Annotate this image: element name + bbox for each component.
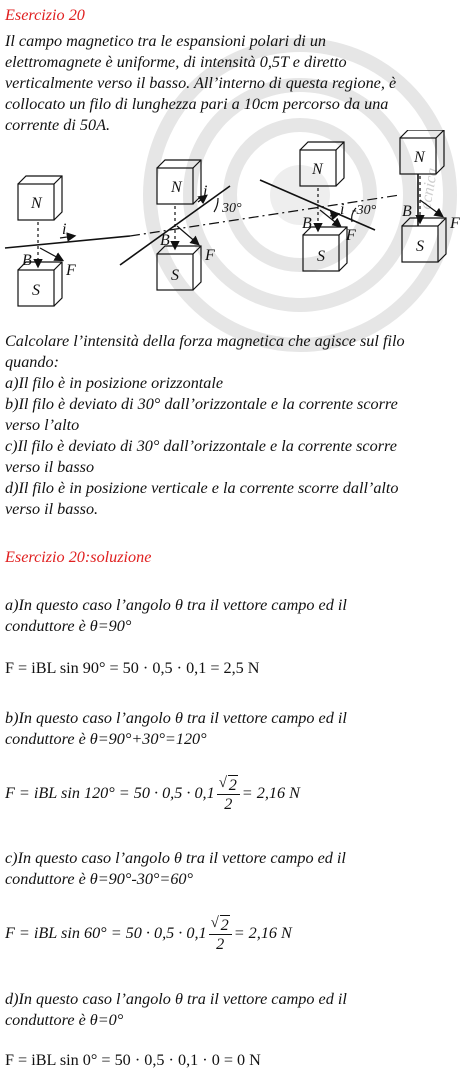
- label-angle-b: 30°: [222, 201, 242, 216]
- formula-b: [5, 776, 467, 826]
- solution-b-text: conduttore è θ=90°+30°=120°: [5, 730, 207, 748]
- label-angle-c: -30°: [352, 203, 377, 218]
- problem-line: corrente di 50A.: [5, 116, 111, 134]
- formula-d: F = iBL sin 0° = 50 · 0,5 · 0,1 · 0 = 0 N: [5, 1051, 261, 1069]
- label-north-c: N: [312, 161, 323, 178]
- problem-line: Il campo magnetico tra le espansioni polari di un: [5, 32, 327, 50]
- formula-a: F = iBL sin 90° = 50 · 0,5 · 0,1 = 2,5 N: [5, 659, 260, 677]
- question-line: c)Il filo è deviato di 30° dall’orizzontale e la corrente scorre: [5, 437, 397, 455]
- question-line: verso l’alto: [5, 416, 80, 434]
- watermark-text: ecnica: [417, 166, 442, 211]
- label-south-c: S: [317, 248, 325, 265]
- solution-a: [5, 595, 467, 637]
- label-force-c: F: [346, 227, 356, 244]
- formula-c-right: = 2,16 N: [233, 924, 292, 943]
- question-line: verso il basso.: [5, 500, 99, 518]
- label-north-a: N: [31, 195, 42, 212]
- solution-title: Esercizio 20:soluzione: [5, 548, 152, 566]
- problem-line: elettromagnete è uniforme, di intensità 0,5T e diretto: [5, 53, 347, 71]
- fraction-numerator: 2: [220, 916, 229, 934]
- label-field-d: B: [402, 203, 412, 220]
- formula-b-right: = 2,16 N: [241, 784, 300, 803]
- solution-c-text: c)In questo caso l’angolo θ tra il vettore campo ed il: [5, 849, 346, 867]
- problem-text: [5, 31, 467, 136]
- problem-line: verticalmente verso il basso. All’interno di questa regione, è: [5, 74, 397, 92]
- label-field-b: B: [160, 232, 170, 249]
- question-line: d)Il filo è in posizione verticale e la corrente scorre dall’alto: [5, 479, 399, 497]
- label-north-b: N: [171, 179, 182, 196]
- question-line: Calcolare l’intensità della forza magnetica che agisce sul filo: [5, 332, 405, 350]
- label-force-d: F: [450, 215, 460, 232]
- label-north-d: N: [414, 149, 425, 166]
- question-text: [5, 331, 467, 520]
- question-line: a)Il filo è in posizione orizzontale: [5, 374, 224, 392]
- solution-a-text: a)In questo caso l’angolo θ tra il vettore campo ed il: [5, 596, 347, 614]
- solution-b: [5, 708, 467, 750]
- label-current-a: i: [62, 221, 67, 238]
- label-current-c: i: [340, 201, 345, 218]
- solution-c-text: conduttore è θ=90°-30°=60°: [5, 870, 193, 888]
- formula-b-left: F = iBL sin 120° = 50 · 0,5 · 0,1: [5, 784, 215, 803]
- solution-b-text: b)In questo caso l’angolo θ tra il vettore campo ed il: [5, 709, 347, 727]
- question-line: verso il basso: [5, 458, 95, 476]
- magnet-figure: [0, 130, 474, 325]
- label-force-a: F: [66, 262, 76, 279]
- label-current-b: i: [203, 183, 208, 200]
- question-line: b)Il filo è deviato di 30° dall’orizzontale e la corrente scorre: [5, 395, 398, 413]
- solution-d-text: d)In questo caso l’angolo θ tra il vettore campo ed il: [5, 990, 347, 1008]
- label-south-b: S: [171, 267, 179, 284]
- fraction: √ 2 2: [209, 916, 232, 953]
- label-south-a: S: [32, 282, 40, 299]
- fraction-denominator: 2: [216, 935, 225, 953]
- exercise-title: Esercizio 20: [5, 6, 85, 24]
- label-field-c: B: [302, 215, 312, 232]
- solution-d: [5, 989, 467, 1031]
- problem-line: collocato un filo di lunghezza pari a 10cm percorso da una: [5, 95, 389, 113]
- label-south-d: S: [416, 238, 424, 255]
- fraction-numerator: 2: [228, 776, 237, 794]
- formula-c: [5, 916, 467, 966]
- label-force-b: F: [205, 247, 215, 264]
- fraction: √ 2 2: [217, 776, 240, 813]
- fraction-denominator: 2: [224, 795, 233, 813]
- label-field-a: B: [22, 252, 32, 269]
- solution-c: [5, 848, 467, 890]
- formula-c-left: F = iBL sin 60° = 50 · 0,5 · 0,1: [5, 924, 207, 943]
- solution-d-text: conduttore è θ=0°: [5, 1011, 124, 1029]
- solution-a-text: conduttore è θ=90°: [5, 617, 132, 635]
- question-line: quando:: [5, 353, 59, 371]
